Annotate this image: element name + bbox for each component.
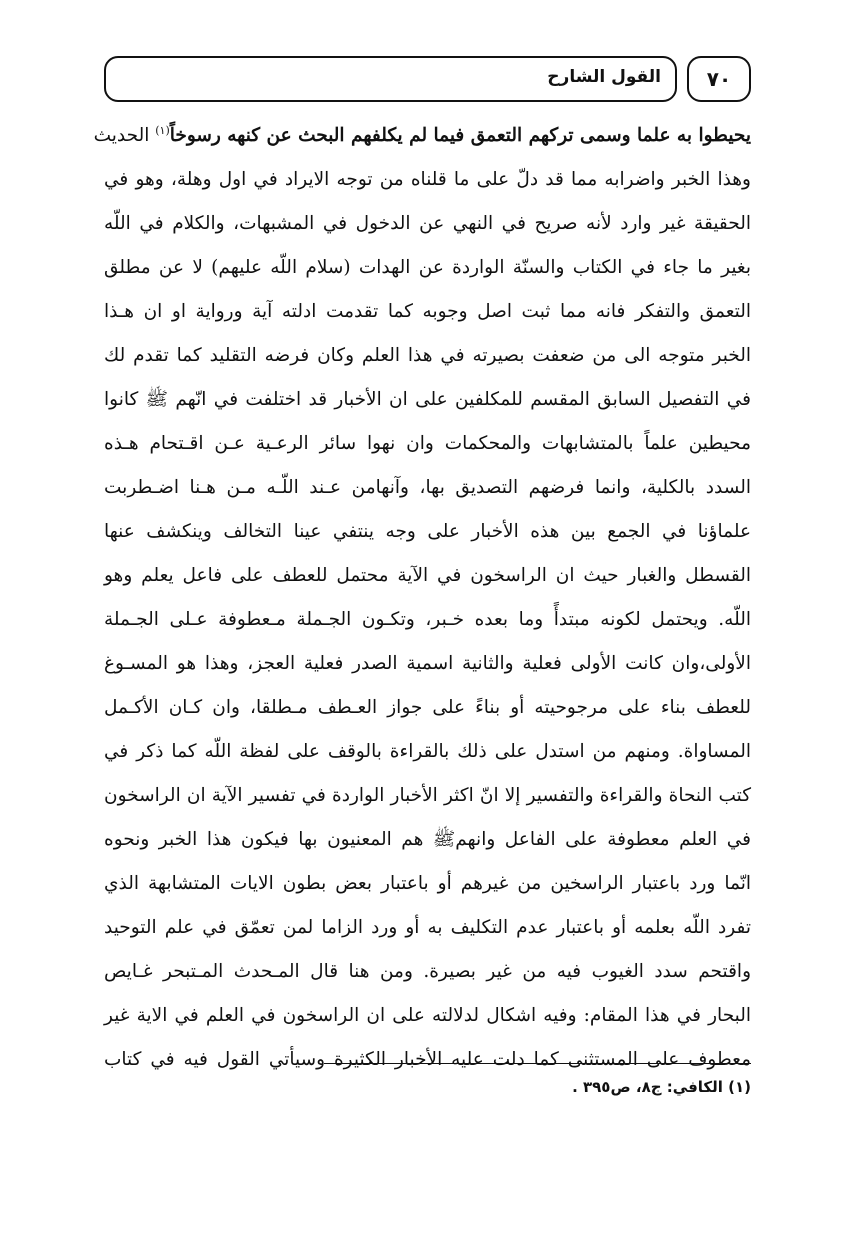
footnote-ref: (١) [155,123,170,137]
running-title: القول الشارح [547,67,661,87]
text-line: الخبر متوجه الى من ضعفت بصيرته في هذا العلم وكان فرضه التقليد كما تقدم لك [104,345,751,366]
page-number: ٧٠ [706,67,732,91]
text-line: اللّه. ويحتمل لكونه مبتدأً وما بعده خـبر، وتكـون الجـملة مـعطوفة عـلى الجـملة [104,609,751,630]
text-line: في العلم معطوفة على الفاعل وانهمﷺ هم المعنيون بها فيكون هذا الخبر ونحوه [104,829,751,850]
bold-text: يحيطوا به علما وسمى تركهم التعمق فيما لم يكلفهم البحث عن كنهه رسوخاً [169,125,751,146]
running-title-box [104,56,677,102]
text-line: في التفصيل السابق المقسم للمكلفين على ان الأخبار قد اختلفت في انّهم ﷺ كانوا [104,389,751,410]
text-line: القسطل والغبار حيث ان الراسخون في الآية محتمل للعطف على فاعل يعلم وهو [104,565,751,586]
text-line: انّما ورد باعتبار الراسخين من غيرهم أو باعتبار بعض بطون الايات المتشابهة الذي [104,873,751,894]
text-line: للعطف بناء على مرجوحيته أو بناءً على جواز العـطف مـطلقا، وان كـان الأكـمل [104,697,751,718]
text-line: علماؤنا في الجمع بين هذه الأخبار على وجه ينتفي عينا التخالف وينكشف عنها [104,521,751,542]
text-line: الحقيقة غير وارد لأنه صريح في النهي عن الدخول في المشبهات، والكلام في اللّه [104,213,751,234]
text-line: المساواة. ومنهم من استدل على ذلك بالقراءة بالوقف على لفظة اللّه كما ذكر في [104,741,751,762]
text-line: البحار في هذا المقام: وفيه اشكال لدلالته على ان الراسخون في العلم في الاية غير [104,1005,751,1026]
footnote: (١) الكافي: ج٨، ص٣٩٥ . [572,1078,751,1096]
page-number-box [687,56,751,102]
text-line: الأولى،وان كانت الأولى فعلية والثانية اسمية الصدر فعلية العجز، وهذا هو المسـوغ [104,653,751,674]
text-line: محيطين علماً بالمتشابهات والمحكمات وان نهوا سائر الرعـية عـن اقـتحام هـذه [104,433,751,454]
text-line: معطوف على المستثنى كما دلت عليه الأخبار الكثيرة وسيأتي القول فيه في كتاب [104,1049,751,1070]
text-line: السدد بالكلية، وانما فرضهم التصديق بها، وآنهامن عـند اللّـه مـن هـنا اضـطربت [104,477,751,498]
text-line: التعمق والتفكر فانه مما ثبت اصل وجوبه كما تقدمت ادلته آية ورواية او ان هـذا [104,301,751,322]
text-line: كتب النحاة والقراءة والتفسير إلا انّ اكثر الأخبار الواردة في تفسير الآية ان الراسخون [104,785,751,806]
text-line: بغير ما جاء في الكتاب والسنّة الواردة عن الهدات (سلام اللّه عليهم) لا عن مطلق [104,257,751,278]
text-line: واقتحم سدد الغيوب فيه من غير بصيرة. ومن هنا قال المـحدث المـتبحر غـايص [104,961,751,982]
line-continuation: الحديث [93,125,156,146]
footnote-separator [324,1063,751,1064]
main-text [93,114,751,1082]
text-line-1 [93,114,751,158]
text-line: وهذا الخبر واضرابه مما قد دلّ على ما قلناه من توجه الايراد في اول وهلة، وهو في [104,169,751,190]
page-header [104,56,751,102]
text-line: تفرد اللّه بعلمه أو باعتبار عدم التكليف به أو ورد الزاما لمن تعمّق في علم التوحيد [104,917,751,938]
